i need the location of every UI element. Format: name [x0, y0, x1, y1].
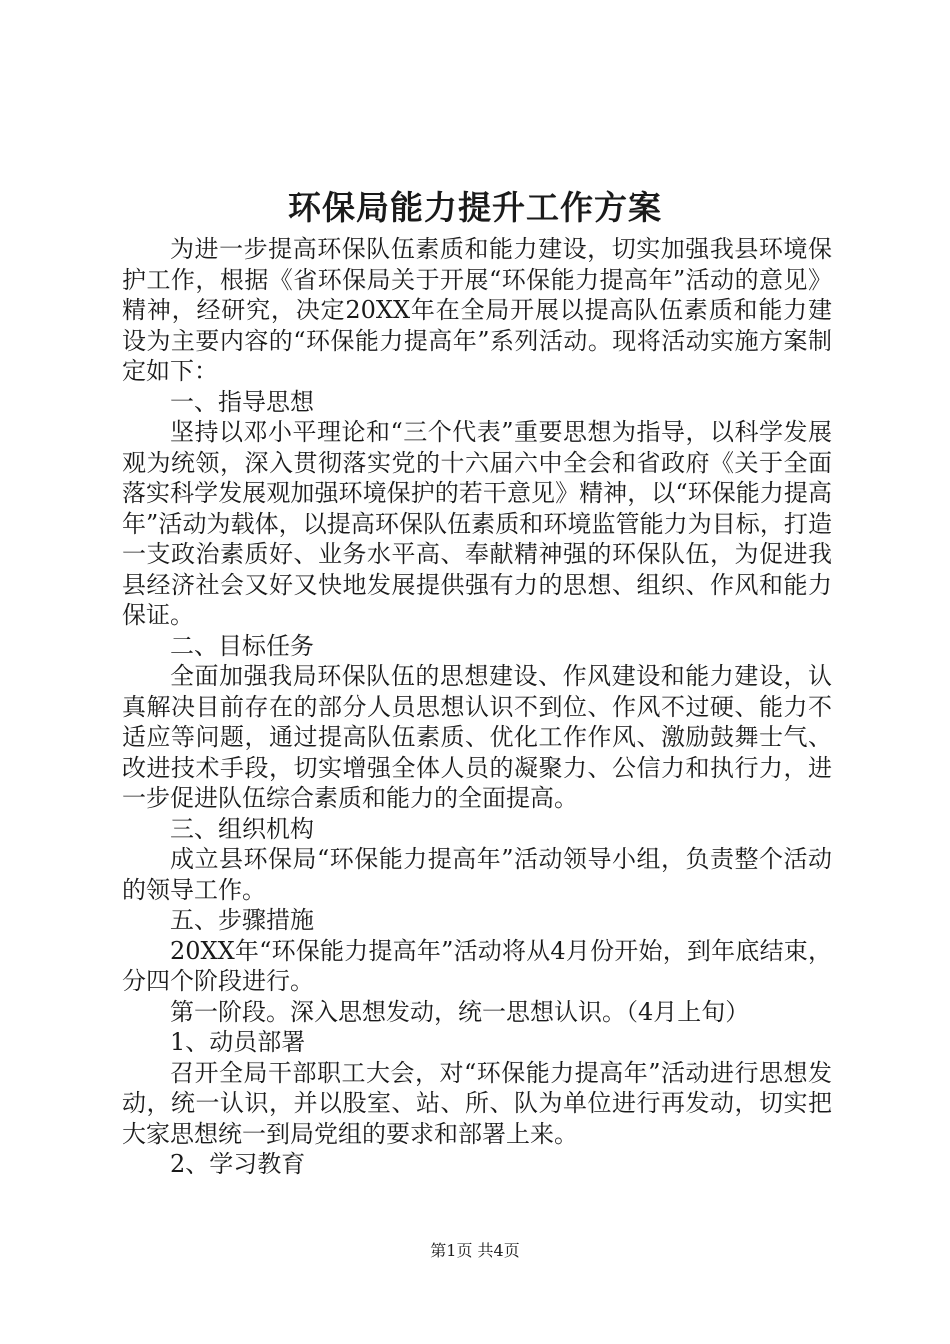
section-text-steps: 20XX年“环保能力提高年”活动将从4月份开始，到年底结束，分四个阶段进行。	[122, 936, 832, 995]
document-body	[122, 234, 832, 1180]
phase-heading-first: 第一阶段。深入思想发动，统一思想认识。（4月上旬）	[170, 997, 750, 1026]
section-heading-steps: 五、步骤措施	[170, 906, 314, 934]
item-heading-education: 2、学习教育	[170, 1150, 306, 1178]
section-text-goals: 全面加强我局环保队伍的思想建设、作风建设和能力建设，认真解决目前存在的部分人员思想认识不到位、作风不过硬、能力不适应等问题，通过提高队伍素质、优化工作作风、激励鼓舞士气、改进技术手段，切实增强全体人员的凝聚力、公信力和执行力，进一步促进队伍综合素质和能力的全面提高。	[122, 662, 832, 812]
intro-paragraph: 为进一步提高环保队伍素质和能力建设，切实加强我县环境保护工作，根据《省环保局关于开展“环保能力提高年”活动的意见》精神，经研究，决定20XX年在全局开展以提高队伍素质和能力建设为主要内容的“环保能力提高年”系列活动。现将活动实施方案制定如下：	[122, 235, 832, 385]
section-text-organization: 成立县环保局“环保能力提高年”活动领导小组，负责整个活动的领导工作。	[122, 845, 832, 904]
item-heading-mobilization: 1、动员部署	[170, 1028, 306, 1056]
item-text-mobilization: 召开全局干部职工大会，对“环保能力提高年”活动进行思想发动，统一认识，并以股室、站、所、队为单位进行再发动，切实把大家思想统一到局党组的要求和部署上来。	[122, 1058, 832, 1148]
section-heading-guiding-ideology: 一、指导思想	[170, 387, 314, 416]
document-title: 环保局能力提升工作方案	[288, 188, 662, 227]
section-heading-goals: 二、目标任务	[170, 631, 314, 660]
section-text-guiding-ideology: 坚持以邓小平理论和“三个代表”重要思想为指导，以科学发展观为统领，深入贯彻落实党的十六届六中全会和省政府《关于全面落实科学发展观加强环境保护的若干意见》精神，以“环保能力提高年”活动为载体，以提高环保队伍素质和环境监管能力为目标，打造一支政治素质好、业务水平高、奉献精神强的环保队伍，为促进我县经济社会又好又快地发展提供强有力的思想、组织、作风和能力保证。	[122, 418, 832, 629]
section-heading-organization: 三、组织机构	[170, 814, 314, 843]
page-footer: 第1页 共4页	[430, 1241, 520, 1260]
